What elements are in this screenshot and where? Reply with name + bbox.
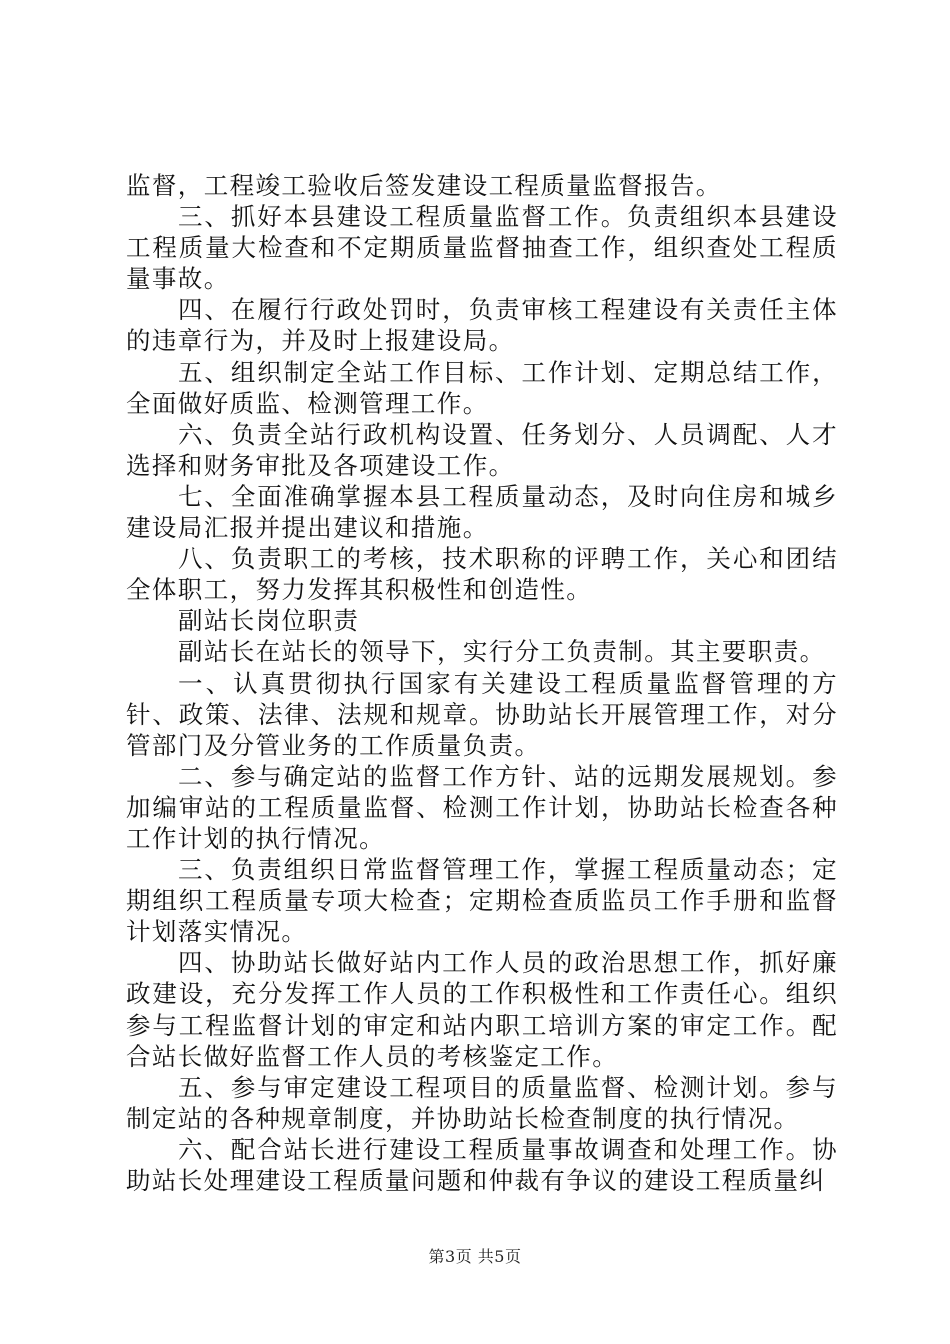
paragraph-9: 一、认真贯彻执行国家有关建设工程质量监督管理的方针、政策、法律、法规和规章。协助站长开展管理工作，对分管部门及分管业务的工作质量负责。 <box>126 668 838 760</box>
document-body <box>126 170 838 1196</box>
section-heading: 副站长岗位职责 <box>178 606 360 636</box>
page-number-footer: 第3页 共5页 <box>428 1247 522 1266</box>
paragraph-14: 六、配合站长进行建设工程质量事故调查和处理工作。协助站长处理建设工程质量问题和仲裁有争议的建设工程质量纠 <box>126 1134 838 1195</box>
paragraph-4: 六、负责全站行政机构设置、任务划分、人员调配、人才选择和财务审批及各项建设工作。 <box>126 419 838 480</box>
paragraph-1: 三、抓好本县建设工程质量监督工作。负责组织本县建设工程质量大检查和不定期质量监督抽查工作，组织查处工程质量事故。 <box>126 202 838 294</box>
paragraph-12: 四、协助站长做好站内工作人员的政治思想工作，抓好廉政建设，充分发挥工作人员的工作积极性和工作责任心。组织参与工程监督计划的审定和站内职工培训方案的审定工作。配合站长做好监督工作人员的考核鉴定工作。 <box>126 948 838 1071</box>
paragraph-11: 三、负责组织日常监督管理工作，掌握工程质量动态；定期组织工程质量专项大检查；定期检查质监员工作手册和监督计划落实情况。 <box>126 855 838 947</box>
paragraph-8: 副站长在站长的领导下，实行分工负责制。其主要职责。 <box>178 637 826 667</box>
paragraph-2: 四、在履行行政处罚时，负责审核工程建设有关责任主体的违章行为，并及时上报建设局。 <box>126 295 838 356</box>
paragraph-3: 五、组织制定全站工作目标、工作计划、定期总结工作，全面做好质监、检测管理工作。 <box>126 357 838 418</box>
paragraph-0: 监督，工程竣工验收后签发建设工程质量监督报告。 <box>126 171 722 200</box>
paragraph-13: 五、参与审定建设工程项目的质量监督、检测计划。参与制定站的各种规章制度，并协助站长检查制度的执行情况。 <box>126 1072 838 1133</box>
paragraph-10: 二、参与确定站的监督工作方针、站的远期发展规划。参加编审站的工程质量监督、检测工作计划，协助站长检查各种工作计划的执行情况。 <box>126 761 838 853</box>
paragraph-6: 八、负责职工的考核，技术职称的评聘工作，关心和团结全体职工，努力发挥其积极性和创造性。 <box>126 544 838 605</box>
paragraph-5: 七、全面准确掌握本县工程质量动态，及时向住房和城乡建设局汇报并提出建议和措施。 <box>126 481 838 543</box>
